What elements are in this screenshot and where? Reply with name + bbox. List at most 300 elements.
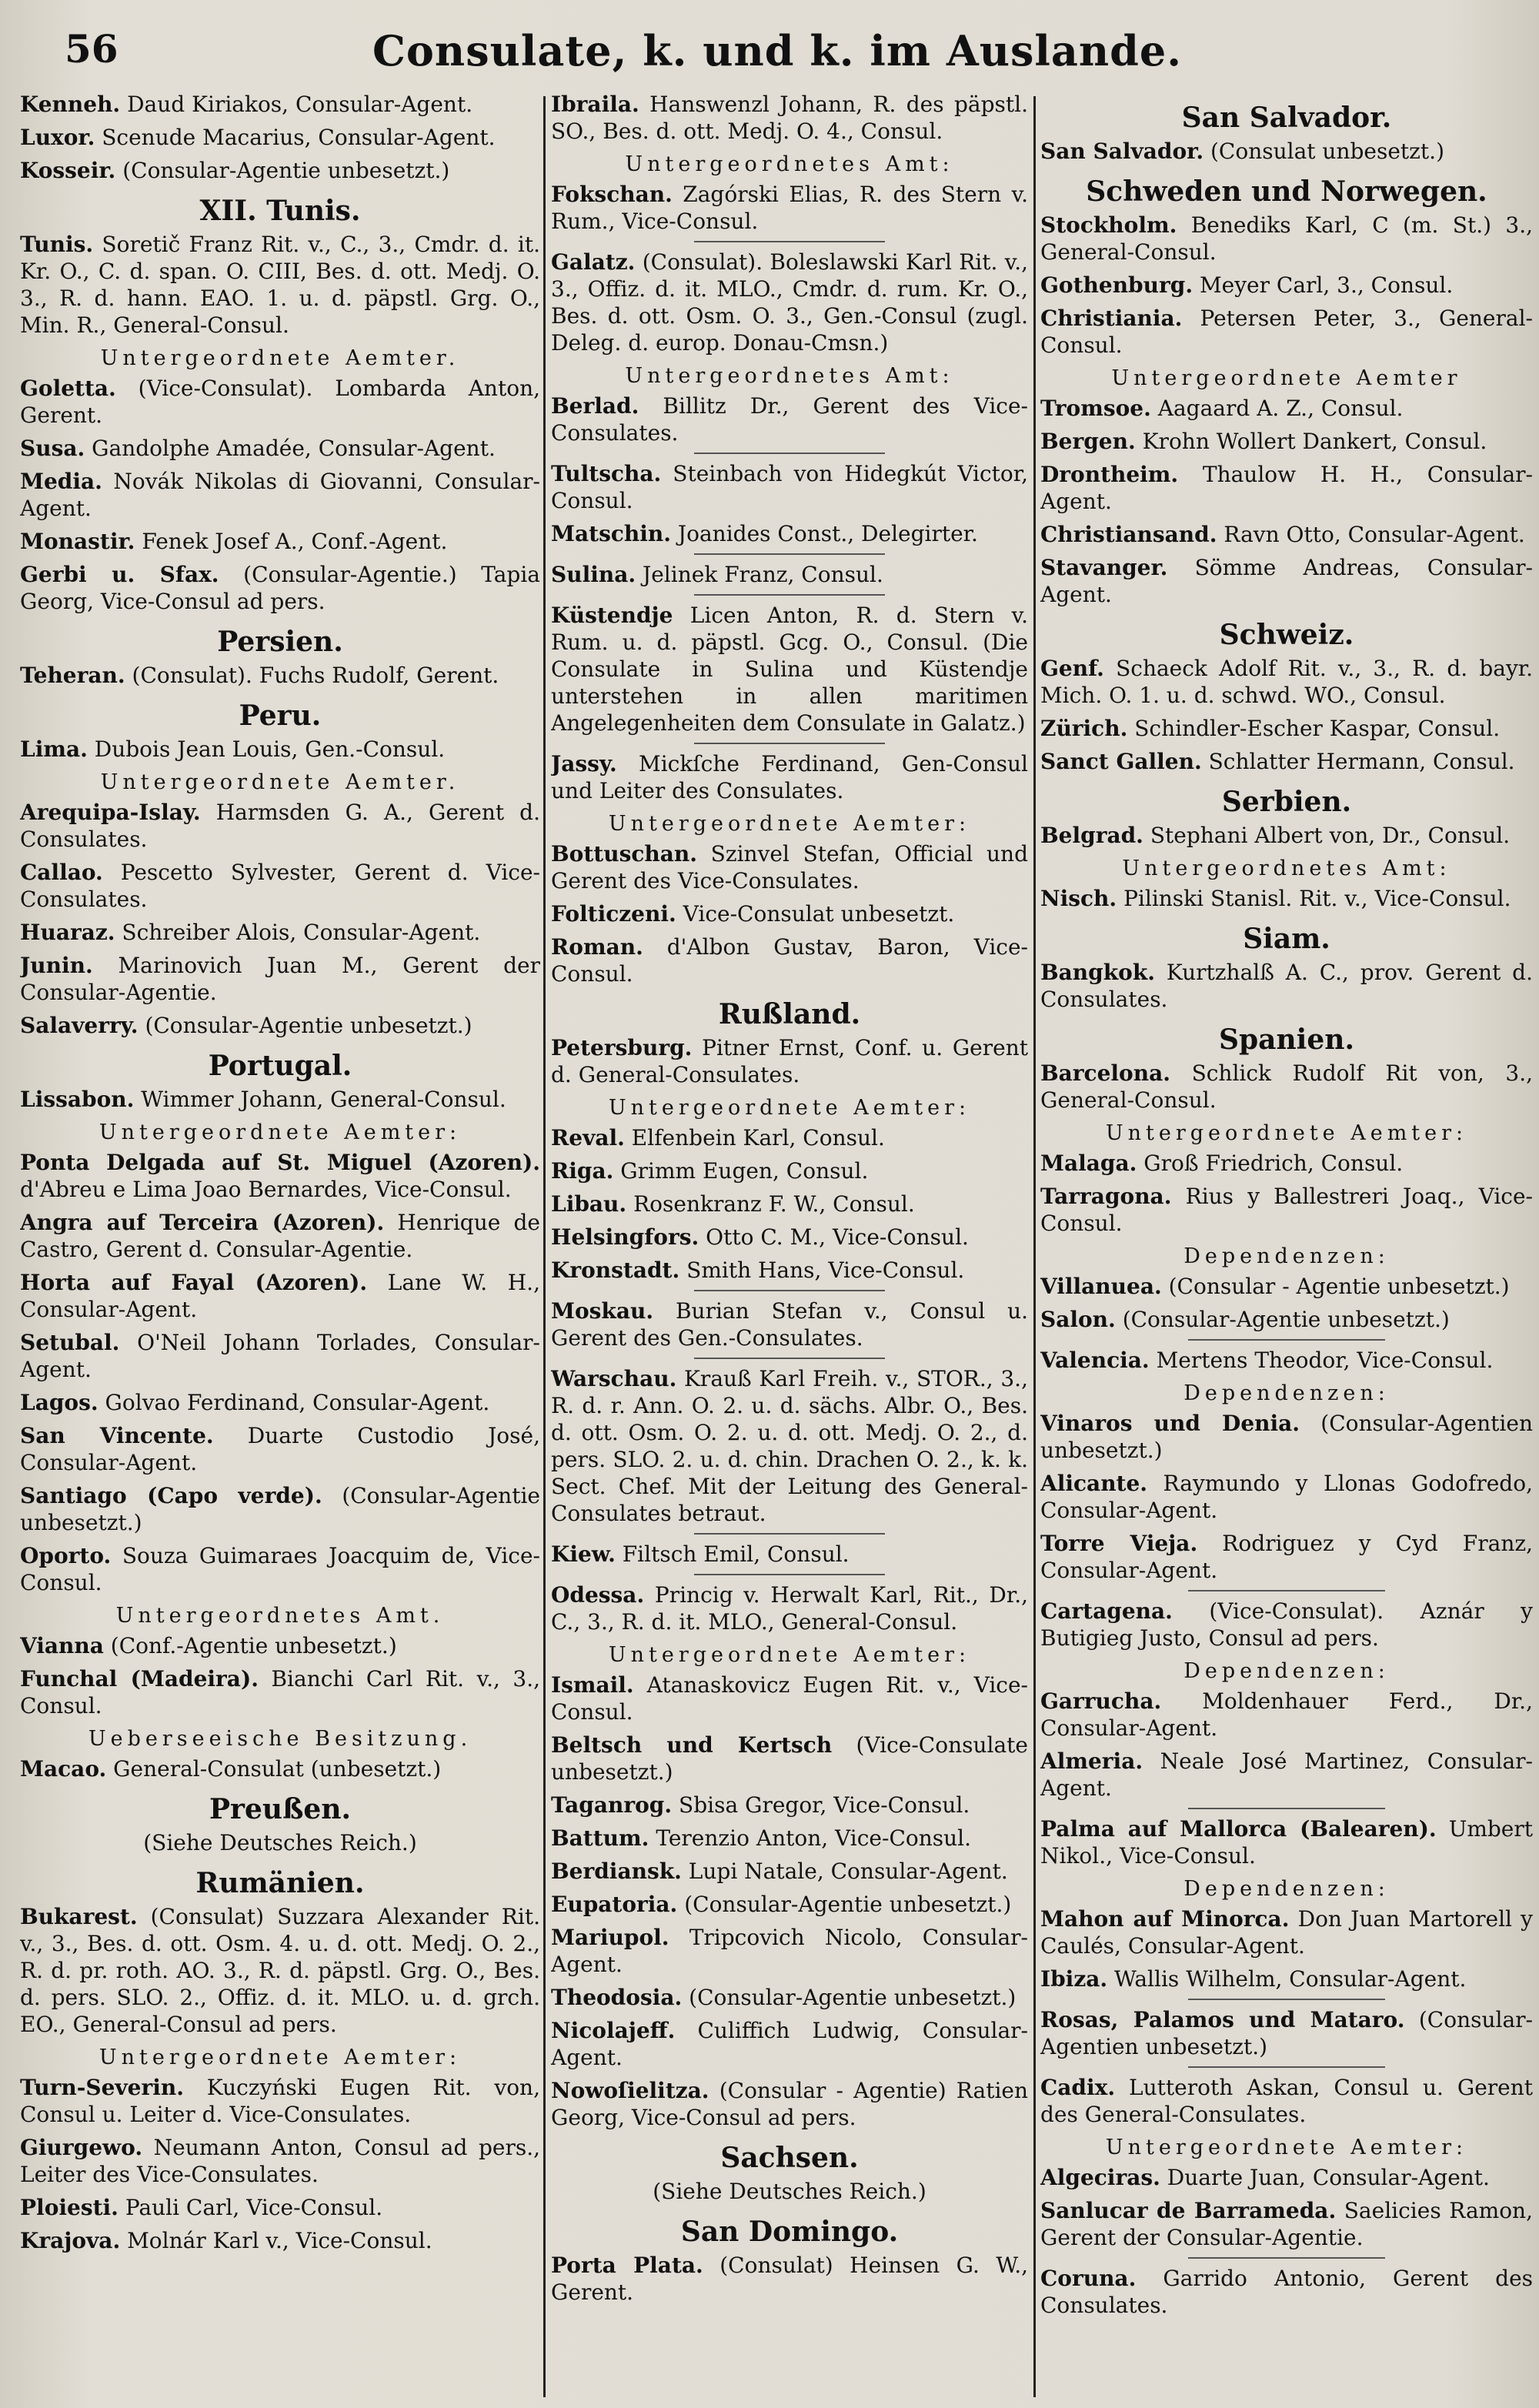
- consulate-entry: [1040, 959, 1533, 1013]
- entry-details: Dubois Jean Louis, Gen.-Consul.: [94, 736, 446, 762]
- entry-details: Duarte Juan, Consular-Agent.: [1167, 2165, 1490, 2190]
- entry-details: (Vice-Consulate unbesetzt.): [551, 1732, 1028, 1785]
- place-name: Horta auf Fayal (Azoren).: [20, 1270, 368, 1295]
- consulate-entry: [20, 1755, 540, 1782]
- place-name: Setubal.: [20, 1330, 120, 1355]
- consulate-entry: [551, 1732, 1028, 1785]
- entry-details: Fenek Josef A., Conf.-Agent.: [142, 529, 448, 554]
- place-name: Goletta.: [20, 376, 116, 401]
- place-name: Sulina.: [551, 562, 636, 587]
- entry-details: Grimm Eugen, Consul.: [620, 1158, 869, 1184]
- place-name: Coruna.: [1040, 2266, 1137, 2291]
- consulate-entry: [551, 1298, 1028, 1351]
- consulate-entry: [551, 1858, 1028, 1885]
- entry-details: Mertens Theodor, Vice-Consul.: [1156, 1348, 1494, 1373]
- entry-details: Vice-Consulat unbesetzt.: [683, 901, 955, 927]
- separator-rule: [694, 594, 885, 596]
- subheading: Dependenzen:: [1183, 1381, 1390, 1405]
- place-name: Belgrad.: [1040, 823, 1143, 848]
- consulate-entry: [20, 1149, 540, 1203]
- place-name: Cadix.: [1040, 2075, 1116, 2100]
- place-name: Funchal (Madeira).: [20, 1666, 259, 1692]
- place-name: San Vincente.: [20, 1423, 214, 1448]
- place-name: Sanlucar de Barrameda.: [1040, 2198, 1337, 2223]
- consulate-entry: [551, 1541, 1028, 1568]
- place-name: Christiania.: [1040, 306, 1183, 331]
- place-name: Kosseir.: [20, 158, 116, 183]
- entry-details: Jelinek Franz, Consul.: [643, 562, 883, 587]
- place-name: Turn-Severin.: [20, 2075, 184, 2100]
- place-name: Taganrog.: [551, 1792, 673, 1818]
- subheading: Untergeordnete Aemter:: [1105, 2136, 1468, 2159]
- entry-details: Aagaard A. Z., Consul.: [1157, 396, 1404, 421]
- section-heading: Peru.: [239, 700, 322, 732]
- consulate-entry: [1040, 1347, 1533, 1374]
- consulate-entry: [1040, 521, 1533, 548]
- subheading: Untergeordnetes Amt:: [1122, 857, 1451, 880]
- entry-details: (Consular-Agentien unbesetzt.): [1040, 1411, 1533, 1463]
- entry-details: Harmsden G. A., Gerent d. Consulates.: [20, 800, 540, 852]
- consulate-entry: [551, 1891, 1028, 1918]
- consulate-entry: [551, 1124, 1028, 1151]
- subheading: Dependenzen:: [1183, 1659, 1390, 1683]
- consulate-entry: [20, 952, 540, 1006]
- consulate-entry: [551, 91, 1028, 145]
- place-name: Beltsch und Kertsch: [551, 1732, 833, 1758]
- place-name: Nowoſielitza.: [551, 2078, 709, 2103]
- consulate-entry: [1040, 1688, 1533, 1742]
- place-name: Rosas, Palamos und Mataro.: [1040, 2007, 1405, 2032]
- place-name: Reval.: [551, 1125, 625, 1151]
- consulate-entry: [551, 1365, 1028, 1527]
- place-name: Cartagena.: [1040, 1598, 1173, 1624]
- consulate-entry: [1040, 1598, 1533, 1652]
- consulate-entry: [551, 1034, 1028, 1088]
- entry-details: Bianchi Carl Rit. v., 3., Consul.: [20, 1666, 540, 1718]
- section-heading: San Salvador.: [1181, 102, 1392, 134]
- entry-details: Billitz Dr., Gerent des Vice-Consulates.: [551, 393, 1028, 446]
- entry-details: Filtsch Emil, Consul.: [622, 1541, 850, 1567]
- section-heading: Serbien.: [1221, 786, 1352, 818]
- entry-details: Krohn Wollert Dankert, Consul.: [1142, 429, 1487, 454]
- place-name: Genf.: [1040, 656, 1104, 681]
- consulate-entry: [1040, 1183, 1533, 1237]
- consulate-entry: [20, 1422, 540, 1476]
- subheading: Untergeordnete Aemter:: [98, 1121, 462, 1144]
- consulate-entry: [1040, 2197, 1533, 2251]
- consulate-entry: [551, 1157, 1028, 1184]
- place-name: Monastir.: [20, 529, 135, 554]
- entry-details: Terenzio Anton, Vice-Consul.: [656, 1825, 972, 1851]
- consulate-entry: [1040, 1815, 1533, 1869]
- consulate-entry: [20, 799, 540, 853]
- consulate-entry: [20, 1269, 540, 1323]
- consulate-entry: [20, 1389, 540, 1416]
- page-title: Consulate, k. und k. im Auslande.: [372, 26, 1183, 75]
- place-name: Stavanger.: [1040, 555, 1168, 580]
- consulate-entry: [1040, 138, 1533, 165]
- place-name: Moskau.: [551, 1298, 654, 1324]
- place-name: Warschau.: [551, 1366, 677, 1391]
- place-name: Galatz.: [551, 249, 636, 275]
- entry-details: (Consulat) Suzzara Alexander Rit. v., 3., Bes. d. ott. Osm. 4. u. d. ott. Medj. O. 2., R. d. pr. roth. AO. 3., R. d. päpstl. Grg. O., Bes. d. pers. SLO. 2., Offiz. d. it. MLO. u. d. grch. EO., General-Consul ad pers.: [20, 1904, 540, 2037]
- consulate-entry: [1040, 554, 1533, 608]
- place-name: Algeciras.: [1040, 2165, 1160, 2190]
- place-name: Mariupol.: [551, 1925, 669, 1950]
- place-name: Berlad.: [551, 393, 639, 419]
- consulate-entry: [1040, 748, 1533, 775]
- entry-details: Hanswenzl Johann, R. des päpstl. SO., Bes. d. ott. Medj. O. 4., Consul.: [551, 92, 1028, 144]
- place-name: Arequipa-Islay.: [20, 800, 201, 825]
- entry-details: Pilinski Stanisl. Rit. v., Vice-Consul.: [1123, 886, 1511, 911]
- place-name: Petersburg.: [551, 1035, 693, 1060]
- consulate-entry: [20, 2227, 540, 2254]
- consulate-entry: [1040, 1306, 1533, 1333]
- subheading: Untergeordnete Aemter:: [608, 1096, 971, 1120]
- place-name: Valencia.: [1040, 1348, 1150, 1373]
- section-heading: Persien.: [217, 626, 343, 658]
- entry-details: Benediks Karl, C (m. St.) 3., General-Consul.: [1040, 212, 1533, 265]
- entry-details: Gandolphe Amadée, Consular-Agent.: [92, 436, 496, 461]
- section-heading: Rußland.: [718, 998, 861, 1030]
- entry-details: Schlick Rudolf Rit von, 3., General-Consul.: [1040, 1060, 1533, 1113]
- subheading: Dependenzen:: [1183, 1877, 1390, 1901]
- place-name: Tromsoe.: [1040, 396, 1151, 421]
- place-name: Zürich.: [1040, 716, 1128, 741]
- place-name: Barcelona.: [1040, 1060, 1170, 1086]
- entry-details: Duarte Custodio José, Consular-Agent.: [20, 1423, 540, 1475]
- place-name: Callao.: [20, 860, 103, 885]
- consulate-entry: [1040, 2265, 1533, 2319]
- consulate-entry: [551, 1672, 1028, 1725]
- place-name: Salaverry.: [20, 1013, 139, 1038]
- entry-details: Schreiber Alois, Consular-Agent.: [122, 920, 481, 945]
- place-name: Ibraila.: [551, 92, 639, 117]
- consulate-entry: [1040, 212, 1533, 266]
- entry-details: O'Neil Johann Torlades, Consular-Agent.: [20, 1330, 540, 1382]
- place-name: Bergen.: [1040, 429, 1136, 454]
- consulate-entry: [1040, 1410, 1533, 1464]
- entry-details: Otto C. M., Vice-Consul.: [706, 1224, 969, 1250]
- consulate-entry: [20, 468, 540, 522]
- section-heading: Siam.: [1243, 923, 1330, 955]
- entry-details: (Consular-Agentie.) Tapia Georg, Vice-Consul ad pers.: [20, 562, 540, 614]
- place-name: Riga.: [551, 1158, 614, 1184]
- subheading: Untergeordnete Aemter:: [608, 812, 971, 836]
- consulate-entry: [551, 1224, 1028, 1251]
- consulate-entry: [551, 1792, 1028, 1819]
- page-header: [31, 22, 1524, 91]
- consulate-entry: [551, 460, 1028, 514]
- place-name: Almeria.: [1040, 1748, 1143, 1774]
- entry-details: Schaeck Adolf Rit. v., 3., R. d. bayr. Mich. O. 1. u. d. schwd. WO., Consul.: [1040, 656, 1533, 708]
- entry-details: Wallis Wilhelm, Consular-Agent.: [1114, 1966, 1467, 1992]
- consulate-entry: [551, 1924, 1028, 1978]
- place-name: Huaraz.: [20, 920, 115, 945]
- separator-rule: [694, 743, 885, 744]
- consulate-entry: [1040, 1060, 1533, 1114]
- separator-rule: [1188, 1590, 1385, 1591]
- section-heading: Schweiz.: [1219, 619, 1354, 651]
- column-rule-left: [543, 96, 546, 2397]
- consulate-entry: [20, 2134, 540, 2188]
- entry-details: Stephani Albert von, Dr., Consul.: [1150, 823, 1511, 848]
- consulate-entry: [551, 1191, 1028, 1217]
- consulate-entry: [1040, 715, 1533, 742]
- consulate-entry: [20, 2074, 540, 2128]
- place-name: Nisch.: [1040, 886, 1117, 911]
- entry-details: Don Juan Martorell y Caulés, Consular-Agent.: [1040, 1906, 1533, 1959]
- entry-details: Moldenhauer Ferd., Dr., Consular-Agent.: [1040, 1688, 1533, 1741]
- entry-details: (Consular-Agentie unbesetzt.): [689, 1985, 1017, 2010]
- entry-details: (Vice-Consulat). Aznár y Butigieg Justo, Consul ad pers.: [1040, 1598, 1533, 1651]
- entry-details: Atanaskovicz Eugen Rit. v., Vice-Consul.: [551, 1672, 1028, 1725]
- separator-rule: [694, 1290, 885, 1291]
- consulate-entry: [1040, 1748, 1533, 1802]
- place-name: Salon.: [1040, 1307, 1116, 1332]
- cross-reference-note: (Siehe Deutsches Reich.): [143, 1830, 417, 1855]
- place-name: Lima.: [20, 736, 88, 762]
- entry-details: Petersen Peter, 3., General-Consul.: [1040, 306, 1533, 358]
- separator-rule: [694, 1574, 885, 1575]
- place-name: Santiago (Capo verde).: [20, 1483, 322, 1508]
- entry-details: Mickſche Ferdinand, Gen-Consul und Leiter des Consulates.: [551, 751, 1028, 803]
- entry-details: Scenude Macarius, Consular-Agent.: [102, 125, 496, 150]
- place-name: Sanct Gallen.: [1040, 749, 1202, 774]
- consulate-entry: [20, 375, 540, 429]
- entry-details: Sbisa Gregor, Vice-Consul.: [679, 1792, 970, 1818]
- consulate-entry: [1040, 461, 1533, 515]
- section-heading: Schweden und Norwegen.: [1086, 175, 1487, 208]
- place-name: Vinaros und Denia.: [1040, 1411, 1300, 1436]
- separator-rule: [694, 1358, 885, 1359]
- place-name: Vianna: [20, 1633, 104, 1658]
- entry-details: Steinbach von Hidegkút Victor, Consul.: [551, 461, 1028, 513]
- consulate-entry: [551, 561, 1028, 588]
- entry-details: (Vice-Consulat). Lombarda Anton, Gerent.: [20, 376, 540, 428]
- subheading: Untergeordnete Aemter.: [100, 770, 460, 794]
- consulate-entry: [1040, 1273, 1533, 1300]
- entry-details: Novák Nikolas di Giovanni, Consular-Agent.: [20, 469, 540, 521]
- entry-details: Souza Guimaraes Joacquim de, Vice-Consul.: [20, 1543, 540, 1595]
- entry-details: Smith Hans, Vice-Consul.: [686, 1257, 965, 1283]
- consulate-entry: [20, 124, 540, 151]
- entry-details: Princig v. Herwalt Karl, Rit., Dr., C., 3., R. d. it. MLO., General-Consul.: [551, 1582, 1028, 1635]
- entry-details: d'Abreu e Lima Joao Bernardes, Vice-Consul.: [20, 1177, 512, 1202]
- consulate-entry: [20, 736, 540, 763]
- entry-details: Schlatter Hermann, Consul.: [1208, 749, 1515, 774]
- consulate-entry: [20, 1329, 540, 1383]
- entry-details: General-Consulat (unbesetzt.): [113, 1756, 442, 1782]
- place-name: Kenneh.: [20, 92, 121, 117]
- entry-details: (Consular-Agentie unbesetzt.): [684, 1892, 1012, 1917]
- consulate-entry: [551, 2252, 1028, 2306]
- entry-details: Lutteroth Askan, Consul u. Gerent des General-Consulates.: [1040, 2075, 1533, 2127]
- entry-details: Neumann Anton, Consul ad pers., Leiter des Vice-Consulates.: [20, 2135, 540, 2187]
- consulate-entry: [1040, 428, 1533, 455]
- entry-details: d'Albon Gustav, Baron, Vice-Consul.: [551, 934, 1028, 987]
- place-name: Matschin.: [551, 521, 671, 546]
- place-name: Torre Vieja.: [1040, 1531, 1198, 1556]
- place-name: Helsingfors.: [551, 1224, 699, 1250]
- consulate-entry: [1040, 822, 1533, 849]
- entry-details: (Consular - Agentie) Ratien Georg, Vice-Consul ad pers.: [551, 2078, 1028, 2130]
- entry-details: Rodriguez y Cyd Franz, Consular-Agent.: [1040, 1531, 1533, 1583]
- entry-details: Joanides Const., Delegirter.: [677, 521, 978, 546]
- entry-details: Wimmer Johann, General-Consul.: [141, 1087, 506, 1112]
- entry-details: Rosenkranz F. W., Consul.: [633, 1191, 915, 1217]
- place-name: Susa.: [20, 436, 85, 461]
- consulate-entry: [551, 1581, 1028, 1635]
- entry-details: Elfenbein Karl, Consul.: [631, 1125, 885, 1151]
- separator-rule: [1188, 2066, 1385, 2068]
- place-name: Ibiza.: [1040, 1966, 1108, 1992]
- place-name: Tunis.: [20, 232, 94, 257]
- separator-rule: [1188, 1999, 1385, 2000]
- consulate-entry: [1040, 1470, 1533, 1524]
- place-name: Battum.: [551, 1825, 649, 1851]
- consulate-entry: [20, 435, 540, 462]
- place-name: Drontheim.: [1040, 462, 1179, 487]
- entry-details: Kuczyński Eugen Rit. von, Consul u. Leiter d. Vice-Consulates.: [20, 2075, 540, 2127]
- entry-details: Thaulow H. H., Consular-Agent.: [1040, 462, 1533, 514]
- consulate-entry: [551, 1825, 1028, 1852]
- consulate-entry: [20, 1903, 540, 2038]
- place-name: Kronstadt.: [551, 1257, 680, 1283]
- separator-rule: [1188, 2257, 1385, 2259]
- subheading: Untergeordnetes Amt:: [625, 364, 954, 388]
- entry-details: Licen Anton, R. d. Stern v. Rum. u. d. päpstl. Gcg. O., Consul. (Die Consulate in Sulina und Küstendje unterstehen in allen maritimen Angelegenheiten dem Consulate in Galatz.): [551, 603, 1028, 736]
- place-name: Ploiesti.: [20, 2195, 119, 2220]
- entry-details: (Consular-Agentie unbesetzt.): [1122, 1307, 1450, 1332]
- entry-details: Molnár Karl v., Vice-Consul.: [127, 2228, 432, 2253]
- consulate-entry: [20, 1665, 540, 1719]
- entry-details: Lupi Natale, Consular-Agent.: [688, 1859, 1008, 1884]
- consulate-entry: [1040, 395, 1533, 422]
- entry-details: Daud Kiriakos, Consular-Agent.: [127, 92, 473, 117]
- entry-details: Zagórski Elias, R. des Stern v. Rum., Vice-Consul.: [551, 182, 1028, 234]
- consulate-entry: [551, 933, 1028, 987]
- entry-details: Krauß Karl Freih. v., STOR., 3., R. d. r. Ann. O. 2. u. d. sächs. Albr. O., Bes. d. ott. Osm. O. 2. u. d. ott. Medj. O. 2., d. pers. SLO. 2. u. d. chin. Drachen O. 2., k. k. Sect. Chef. Mit der Leitung des General-Consulates betraut.: [551, 1366, 1028, 1526]
- entry-details: (Consulat) Heinsen G. W., Gerent.: [551, 2253, 1028, 2305]
- consulate-entry: [551, 900, 1028, 927]
- place-name: Eupatoria.: [551, 1892, 678, 1917]
- place-name: San Salvador.: [1040, 139, 1204, 164]
- place-name: Malaga.: [1040, 1151, 1137, 1176]
- place-name: Gerbi u. Sfax.: [20, 562, 219, 587]
- entry-details: Golvao Ferdinand, Consular-Agent.: [105, 1390, 490, 1415]
- entry-details: Groß Friedrich, Consul.: [1143, 1151, 1404, 1176]
- consulate-entry: [20, 561, 540, 615]
- place-name: Oporto.: [20, 1543, 112, 1568]
- entry-details: Pescetto Sylvester, Gerent d. Vice-Consulates.: [20, 860, 540, 912]
- place-name: Junin.: [20, 953, 93, 978]
- consulate-entry: [20, 91, 540, 118]
- place-name: Tarragona.: [1040, 1184, 1172, 1209]
- separator-rule: [694, 553, 885, 555]
- subheading: Untergeordnete Aemter.: [100, 346, 460, 370]
- consulate-entry: [20, 662, 540, 689]
- section-heading: San Domingo.: [680, 2216, 899, 2248]
- consulate-entry: [20, 1632, 540, 1659]
- place-name: Bottuschan.: [551, 841, 697, 867]
- entry-details: Meyer Carl, 3., Consul.: [1199, 272, 1454, 298]
- place-name: Libau.: [551, 1191, 627, 1217]
- place-name: Stockholm.: [1040, 212, 1177, 238]
- separator-rule: [694, 1533, 885, 1535]
- consulate-entry: [1040, 2074, 1533, 2128]
- place-name: Tultscha.: [551, 461, 662, 486]
- consulate-entry: [551, 750, 1028, 804]
- consulate-entry: [1040, 1530, 1533, 1584]
- consulate-entry: [20, 157, 540, 184]
- entry-details: Pitner Ernst, Conf. u. Gerent d. General-Consulates.: [551, 1035, 1028, 1087]
- consulate-entry: [1040, 655, 1533, 709]
- place-name: Media.: [20, 469, 102, 494]
- subheading: Untergeordnetes Amt.: [115, 1604, 445, 1628]
- subheading: Untergeordnete Aemter:: [98, 2046, 462, 2069]
- place-name: Odessa.: [551, 1582, 645, 1608]
- place-name: Krajova.: [20, 2228, 121, 2253]
- column-right: [1040, 91, 1533, 2325]
- separator-rule: [1188, 1808, 1385, 1809]
- section-heading: Rumänien.: [195, 1867, 365, 1899]
- place-name: Bukarest.: [20, 1904, 138, 1929]
- subheading: Untergeordnete Aemter: [1111, 366, 1462, 390]
- consulate-entry: [1040, 2006, 1533, 2060]
- consulate-entry: [1040, 885, 1533, 912]
- place-name: Mahon auf Minorca.: [1040, 1906, 1290, 1932]
- consulate-entry: [551, 392, 1028, 446]
- entry-details: Pauli Carl, Vice-Consul.: [125, 2195, 383, 2220]
- consulate-entry: [551, 1984, 1028, 2011]
- entry-details: Sömme Andreas, Consular-Agent.: [1040, 555, 1533, 607]
- separator-rule: [1188, 1339, 1385, 1341]
- entry-details: (Consulat). Boleslawski Karl Rit. v., 3., Offiz. d. it. MLO., Cmdr. d. rum. Kr. O., Bes. d. ott. Osm. O. 3., Gen.-Consul (zugl. Deleg. d. europ. Donau-Cmsn.): [551, 249, 1028, 356]
- entry-details: (Consular - Agentie unbesetzt.): [1168, 1274, 1510, 1299]
- entry-details: Umbert Nikol., Vice-Consul.: [1040, 1816, 1533, 1869]
- consulate-entry: [551, 2017, 1028, 2071]
- column-rule-right: [1033, 96, 1036, 2397]
- entry-details: Saelicies Ramon, Gerent der Consular-Agentie.: [1040, 2198, 1533, 2250]
- subheading: Untergeordnete Aemter:: [1105, 1121, 1468, 1145]
- place-name: Roman.: [551, 934, 643, 960]
- consulate-entry: [551, 181, 1028, 235]
- consulate-entry: [1040, 2164, 1533, 2191]
- place-name: Gothenburg.: [1040, 272, 1193, 298]
- column-left: [20, 91, 540, 2260]
- section-heading: XII. Tunis.: [199, 195, 361, 227]
- consulate-entry: [20, 1012, 540, 1039]
- consulate-entry: [551, 249, 1028, 356]
- entry-details: (Consular-Agentie unbesetzt.): [122, 158, 450, 183]
- consulate-entry: [20, 1209, 540, 1263]
- entry-details: Ravn Otto, Consular-Agent.: [1224, 522, 1525, 547]
- consulate-entry: [551, 602, 1028, 736]
- entry-details: (Conf.-Agentie unbesetzt.): [110, 1633, 397, 1658]
- entry-details: Culiffich Ludwig, Consular-Agent.: [551, 2018, 1028, 2070]
- place-name: Folticzeni.: [551, 901, 676, 927]
- place-name: Villanuea.: [1040, 1274, 1162, 1299]
- entry-details: Garrido Antonio, Gerent des Consulates.: [1040, 2266, 1533, 2318]
- place-name: Fokschan.: [551, 182, 673, 207]
- place-name: Christiansand.: [1040, 522, 1217, 547]
- consulate-entry: [20, 919, 540, 946]
- entry-details: Raymundo y Llonas Godofredo, Consular-Agent.: [1040, 1471, 1533, 1523]
- subheading: Untergeordnetes Amt:: [625, 152, 954, 176]
- section-heading: Sachsen.: [720, 2142, 859, 2174]
- place-name: Macao.: [20, 1756, 107, 1782]
